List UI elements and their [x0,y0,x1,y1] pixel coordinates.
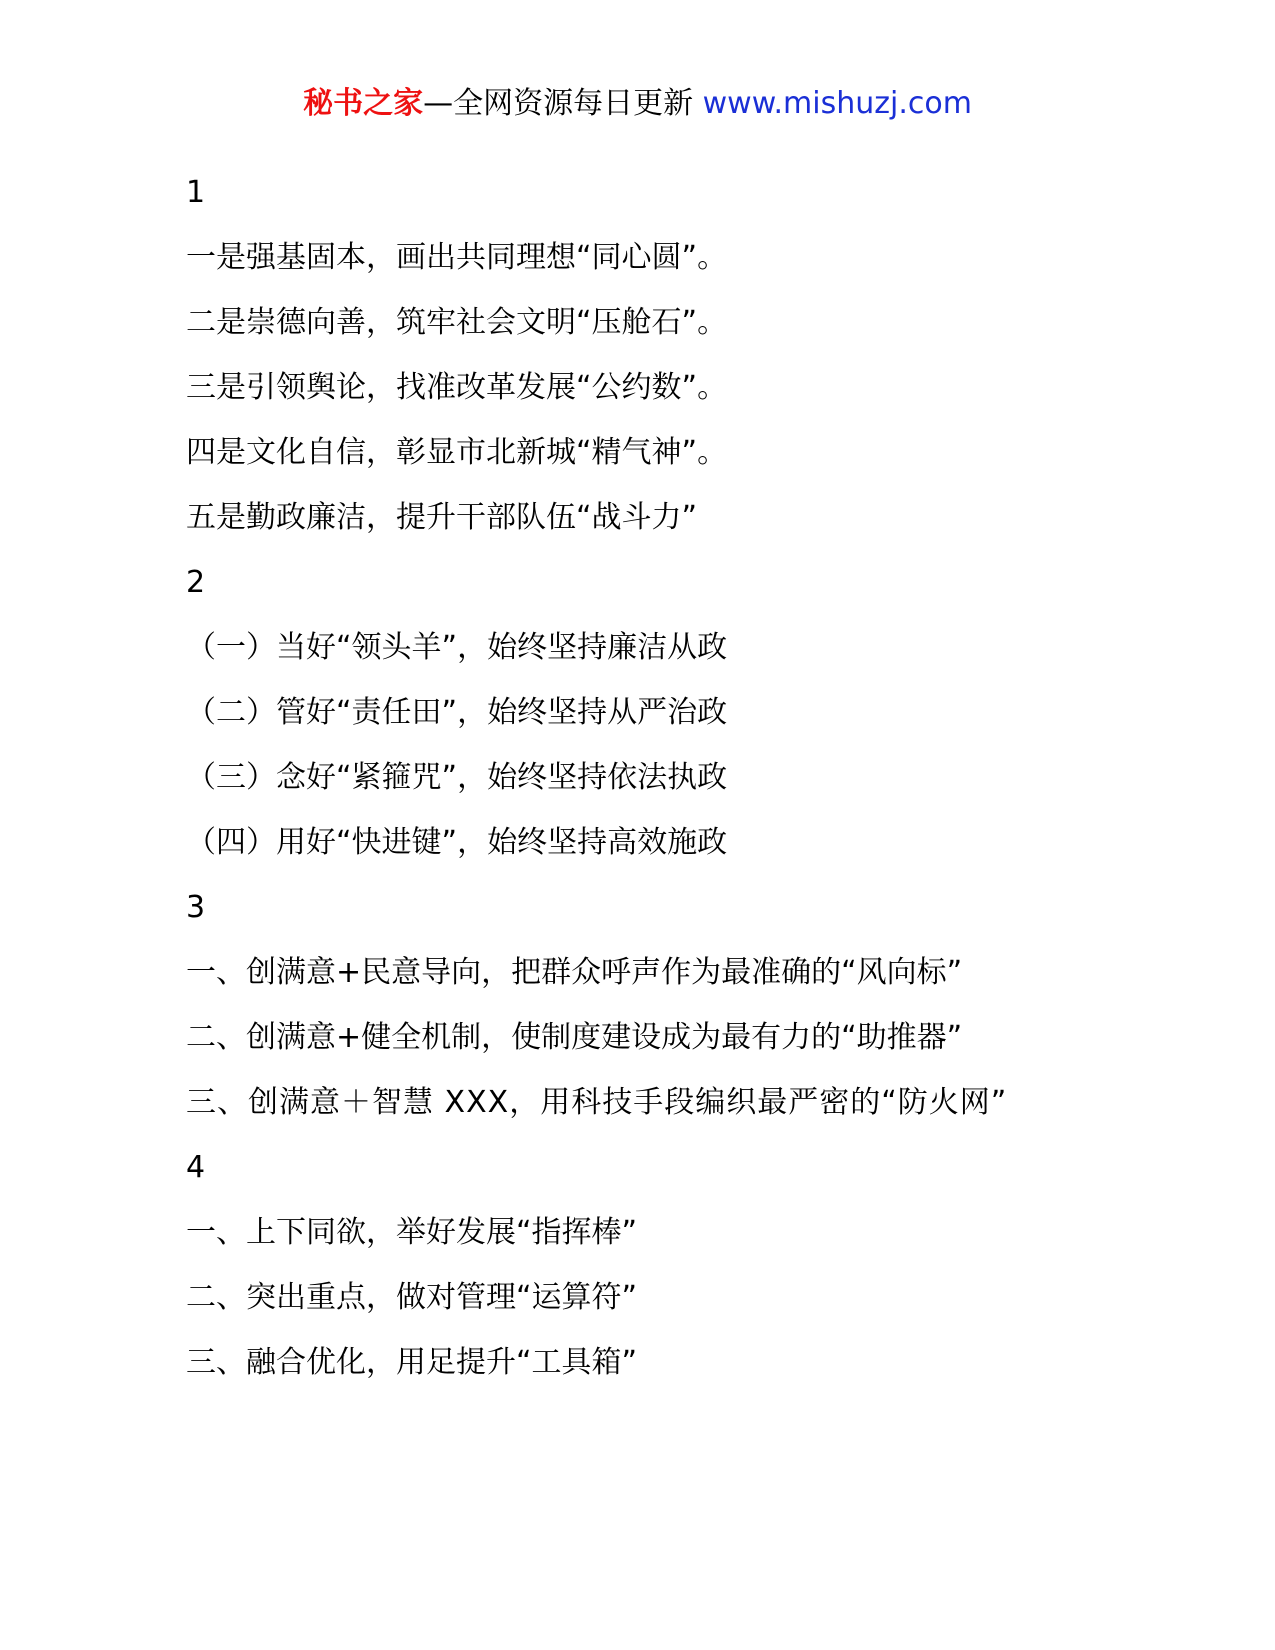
list-item: 一、上下同欲，举好发展“指挥棒” [186,1215,638,1250]
list-item: 三、融合优化，用足提升“工具箱” [186,1345,638,1380]
list-item: 二、突出重点，做对管理“运算符” [186,1280,638,1315]
document-body [186,160,1086,1395]
list-item: （二）管好“责任田”，始终坚持从严治政 [186,695,728,730]
list-item: 一、创满意+民意导向，把群众呼声作为最准确的“风向标” [186,955,963,990]
header-url[interactable]: www.mishuzj.com [702,86,972,121]
section-number: 1 [186,175,206,210]
list-item: （四）用好“快进键”，始终坚持高效施政 [186,825,728,860]
section-number: 4 [186,1150,206,1185]
section-number: 3 [186,890,206,925]
list-item: 二、创满意+健全机制，使制度建设成为最有力的“助推器” [186,1020,963,1055]
list-item: 三、创满意＋智慧 XXX，用科技手段编织最严密的“防火网” [186,1085,1008,1120]
brand-name: 秘书之家 [303,86,424,121]
list-item: 一是强基固本，画出共同理想“同心圆”。 [186,240,728,275]
header-tagline: —全网资源每日更新 [423,86,703,121]
list-item: （三）念好“紧箍咒”，始终坚持依法执政 [186,760,728,795]
list-item: 三是引领舆论，找准改革发展“公约数”。 [186,370,728,405]
list-item: 五是勤政廉洁，提升干部队伍“战斗力” [186,500,698,535]
document-header [0,84,1275,124]
list-item: 二是崇德向善，筑牢社会文明“压舱石”。 [186,305,728,340]
section-number: 2 [186,565,206,600]
list-item: 四是文化自信，彰显市北新城“精气神”。 [186,435,728,470]
list-item: （一）当好“领头羊”，始终坚持廉洁从政 [186,630,728,665]
